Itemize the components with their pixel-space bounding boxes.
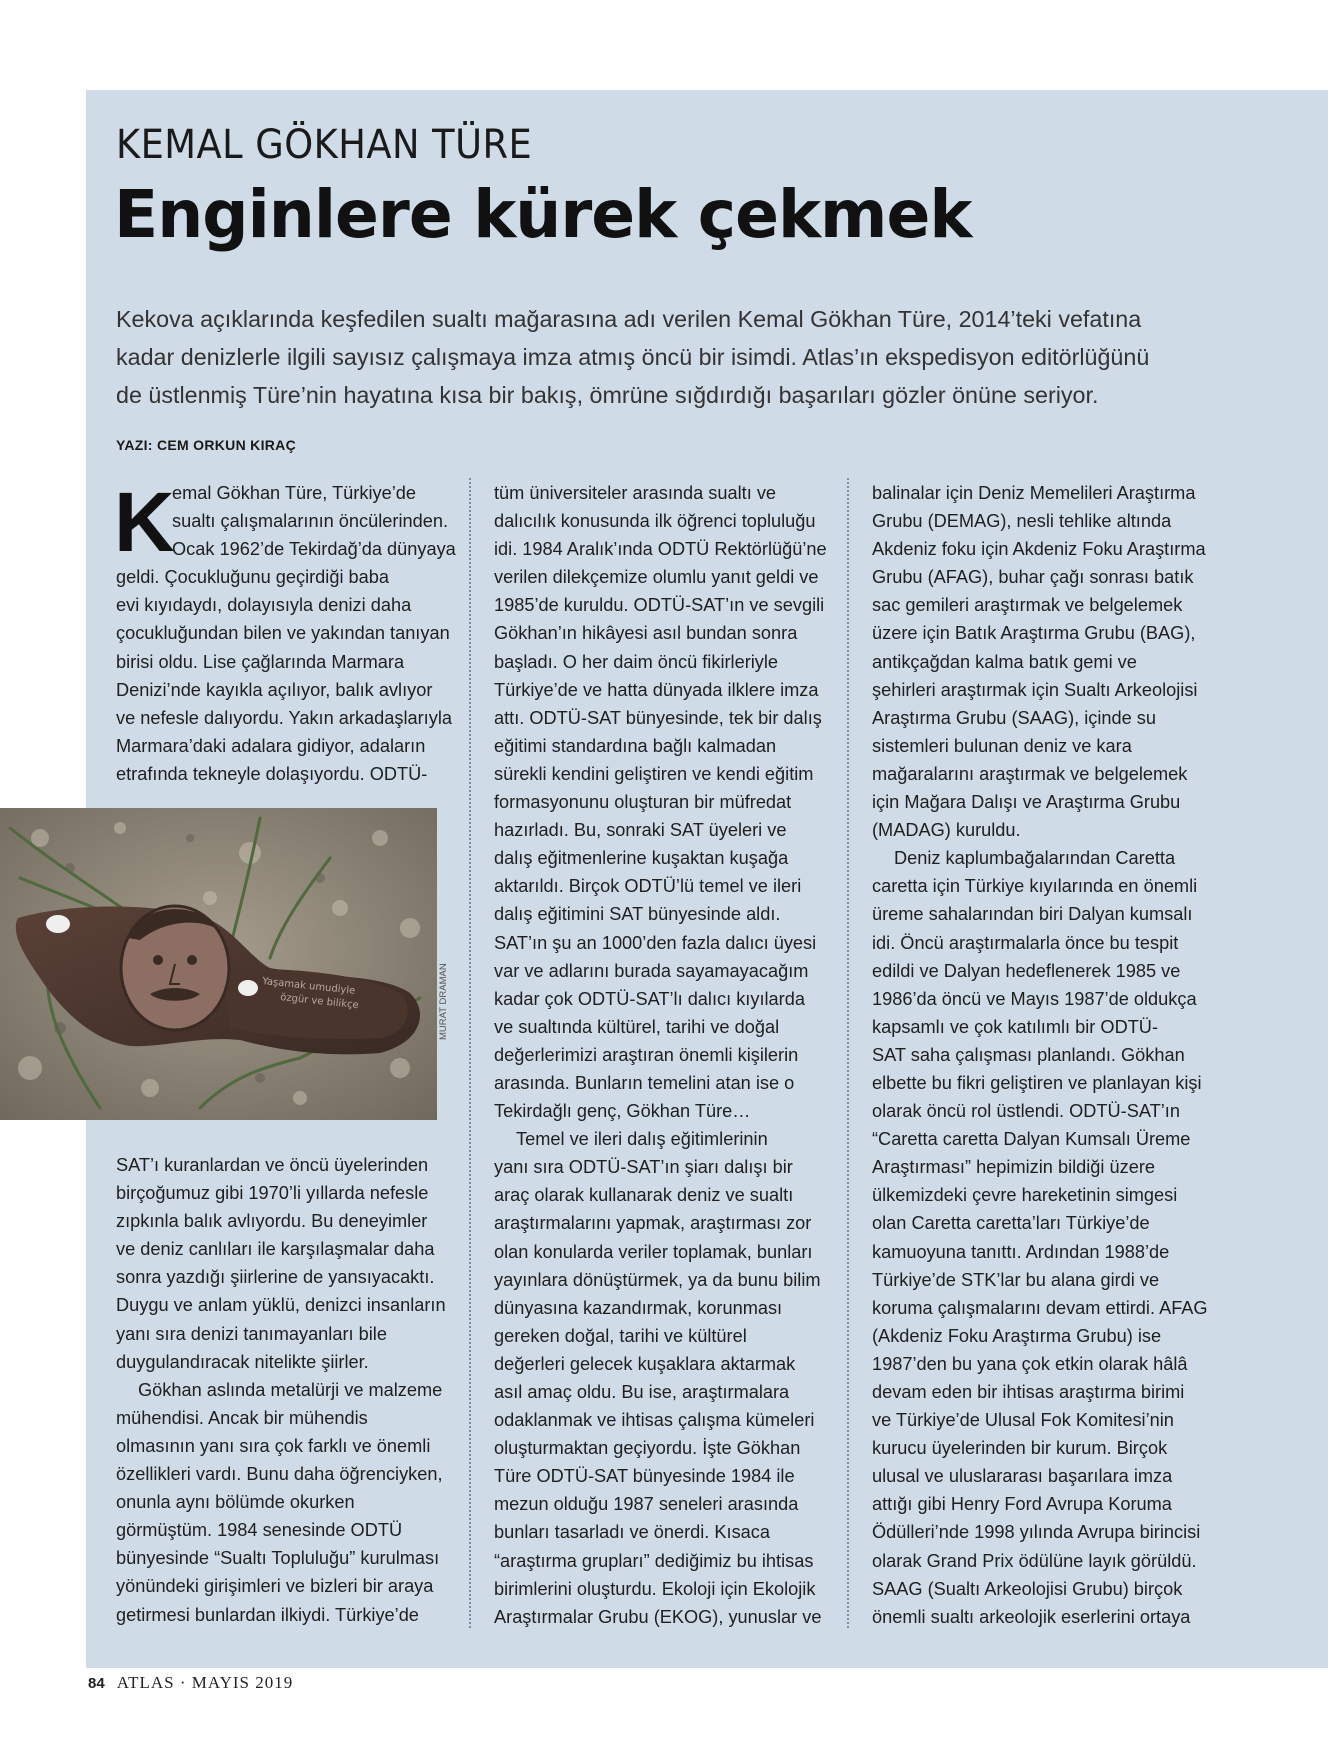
text-line: sualtı çalışmalarının öncülerinden. [172,511,448,532]
text-line: ve sualtında kültürel, tarihi ve doğal [494,1016,780,1037]
text-line: Ödülleri’nde 1998 yılında Avrupa birincisi [872,1522,1201,1543]
text-line: Gökhan aslında metalürji ve malzeme [138,1379,443,1400]
text-line: araştırmalarını yapmak, araştırması zor [494,1213,812,1234]
text-line: kapsamlı ve çok katılımlı bir ODTÜ- [872,1016,1159,1037]
text-line: dalış eğitimini SAT bünyesinde aldı. [494,904,781,925]
text-line: mağaralarını araştırmak ve belgelemek [872,763,1188,784]
text-line: kamuoyuna tanıttı. Ardından 1988’de [872,1241,1170,1262]
text-line: edildi ve Dalyan hedeflenerek 1985 ve [872,960,1181,981]
text-line: Gökhan’ın hikâyesi asıl bundan sonra [494,623,798,644]
text-line: ülkemizdeki çevre hareketinin simgesi [872,1185,1178,1206]
text-line: sürekli kendini geliştiren ve kendi eğitim [494,763,814,784]
plaque-inscription: özgür ve bilikçe [279,992,360,1012]
text-line: kurucu üyelerinden bir kurum. Birçok [872,1438,1168,1459]
text-line: çocukluğundan bilen ve yakından tanıyan [116,623,450,644]
article-author: KEMAL GÖKHAN TÜRE [116,122,533,168]
text-line: elbette bu fikri geliştiren ve planlayan kişi [872,1072,1202,1093]
article-lead [116,300,1216,414]
column-divider [469,478,471,1628]
lead-line: kadar denizlerle ilgili sayısız çalışmaya imza atmış öncü bir isimdi. Atlas’ın ekspedisyon editörlüğünü [116,344,1150,370]
text-line: Araştırmalar Grubu (EKOG), yunuslar ve [494,1606,822,1627]
photo-credit: MURAT DRAMAN [438,963,449,1040]
text-line: ve deniz canlıları ile karşılaşmalar daha [116,1239,435,1260]
magazine-issue: ATLAS · MAYIS 2019 [116,1673,294,1692]
text-line: caretta için Türkiye kıyılarında en önemli [872,876,1198,897]
photo-image [0,808,437,1120]
text-line: Temel ve ileri dalış eğitimlerinin [516,1129,768,1150]
drop-cap: K [114,475,175,569]
text-line: var ve adlarını burada sayamayacağım [494,960,809,981]
text-line: olmasının yanı sıra çok farklı ve önemli [116,1435,431,1456]
text-line: duygulandıracak nitelikte şiirler. [116,1351,369,1372]
text-line: verilen dilekçemize olumlu yanıt geldi ve [494,567,819,588]
text-line: idi. 1984 Aralık’ında ODTÜ Rektörlüğü’ne [494,539,827,560]
text-line: Araştırması” hepimizin bildiği üzere [872,1157,1156,1178]
text-line: Duygu ve anlam yüklü, denizci insanların [116,1295,446,1316]
text-line: balinalar için Deniz Memelileri Araştırma [872,483,1196,503]
text-line: sonra yazdığı şiirlerine de yansıyacaktı. [116,1267,435,1288]
text-line: sac gemileri araştırmak ve belgelemek [872,595,1183,616]
text-line: 1987’den bu yana çok etkin olarak hâlâ [872,1353,1188,1374]
text-line: attı. ODTÜ-SAT bünyesinde, tek bir dalış [494,707,822,728]
column-1-indented [172,479,472,563]
text-line: görmüştüm. 1984 senesinde ODTÜ [116,1520,403,1541]
column-3 [872,479,1242,1631]
text-line: tüm üniversiteler arasında sualtı ve [494,483,777,503]
text-line: üzere için Batık Araştırma Grubu (BAG), [872,623,1196,644]
text-line: dünyasına kazandırmak, korunması [494,1297,783,1318]
text-line: 1986’da öncü ve Mayıs 1987’de oldukça [872,988,1197,1009]
text-line: emal Gökhan Türe, Türkiye’de [172,483,416,503]
text-line: Türkiye’de ve hatta dünyada ilklere imza [494,679,819,700]
text-line: idi. Öncü araştırmalarla önce bu tespit [872,932,1179,953]
text-line: bünyesinde “Sualtı Topluluğu” kurulması [116,1548,440,1569]
text-line: hazırladı. Bu, sonraki SAT üyeleri ve [494,820,787,841]
text-line: SAT’ı kuranlardan ve öncü üyelerinden [116,1155,429,1175]
text-line: önemli sualtı arkeolojik eserlerini ortaya [872,1606,1191,1627]
text-line: üreme sahalarından biri Dalyan kumsalı [872,904,1193,925]
text-line: attığı gibi Henry Ford Avrupa Koruma [872,1494,1172,1515]
column-2 [494,479,854,1631]
plaque-inscription: Yaşamak umudiyle [261,976,356,997]
byline: YAZI: CEM ORKUN KIRAÇ [116,437,297,453]
text-line: değerleri gelecek kuşaklara aktarmak [494,1353,796,1374]
text-line: yanı sıra ODTÜ-SAT’ın şiarı dalışı bir [494,1157,793,1178]
text-line: olarak Grand Prix ödülüne layık görüldü. [872,1550,1197,1571]
text-line: asıl amaç oldu. Bu ise, araştırmalara [494,1382,790,1402]
text-line: birçoğumuz gibi 1970’li yıllarda nefesle [116,1183,429,1204]
text-line: yanı sıra denizi tanımayanları bile [116,1323,387,1344]
text-line: Grubu (DEMAG), nesli tehlike altında [872,511,1172,532]
column-1-bottom [116,1151,476,1629]
text-line: arasında. Bunların temelini atan ise o [494,1072,795,1093]
text-line: ulusal ve uluslararası başarılara imza [872,1466,1173,1487]
column-divider [847,478,849,1628]
text-line: odaklanmak ve ihtisas çalışma kümeleri [494,1410,815,1431]
text-line: mezun olduğu 1987 seneleri arasında [494,1494,799,1515]
text-line: değerlerimizi araştıran önemli kişilerin [494,1044,799,1065]
text-line: ve Türkiye’de Ulusal Fok Komitesi’nin [872,1410,1174,1431]
text-line: geldi. Çocukluğunu geçirdiği baba [116,567,389,588]
text-line: (Akdeniz Foku Araştırma Grubu) ise [872,1325,1162,1346]
memorial-plaque-photo [0,808,437,1120]
text-line: (MADAG) kuruldu. [872,820,1021,841]
text-line: “araştırma grupları” dediğimiz bu ihtisas [494,1550,814,1571]
text-line: Tekirdağlı genç, Gökhan Türe… [494,1101,751,1122]
text-line: Akdeniz foku için Akdeniz Foku Araştırma [872,539,1206,560]
text-line: etrafında tekneyle dolaşıyordu. ODTÜ- [116,763,428,784]
text-line: mühendisi. Ancak bir mühendis [116,1407,368,1428]
text-line: Türe ODTÜ-SAT bünyesinde 1984 ile [494,1466,795,1487]
text-line: özellikleri vardı. Bunu daha öğrenciyken, [116,1464,443,1485]
text-line: getirmesi bunlardan ilkiydi. Türkiye’de [116,1604,419,1625]
text-line: gereken doğal, tarihi ve kültürel [494,1325,747,1346]
text-line: olarak öncü rol üstlendi. ODTÜ-SAT’ın [872,1101,1180,1122]
text-line: Araştırma Grubu (SAAG), içinde su [872,707,1157,728]
text-line: 1985’de kuruldu. ODTÜ-SAT’ın ve sevgili [494,595,825,616]
text-line: “Caretta caretta Dalyan Kumsalı Üreme [872,1129,1191,1150]
text-line: SAAG (Sualtı Arkeolojisi Grubu) birçok [872,1578,1183,1599]
text-line: zıpkınla balık avlıyordu. Bu deneyimler [116,1211,428,1232]
text-line: antikçağdan kalma batık gemi ve [872,651,1137,672]
text-line: Deniz kaplumbağalarından Caretta [894,848,1176,869]
text-line: Türkiye’de STK’lar bu alana girdi ve [872,1269,1160,1290]
page-number: 84 [88,1675,105,1692]
text-line: olan konularda veriler toplamak, bunları [494,1241,813,1262]
text-line: formasyonunu oluşturan bir müfredat [494,792,792,813]
text-line: araç olarak kullanarak deniz ve sualtı [494,1185,794,1206]
text-line: kadar çok ODTÜ-SAT’lı dalıcı kıyılarda [494,988,805,1009]
text-line: oluşturmaktan geçiyordu. İşte Gökhan [494,1438,801,1459]
text-line: devam eden bir ihtisas araştırma birimi [872,1382,1185,1402]
text-line: ve nefesle dalıyordu. Yakın arkadaşlarıyla [116,707,452,728]
text-line: evi kıyıdaydı, dolayısıyla denizi daha [116,595,412,616]
text-line: dalıcılık konusunda ilk öğrenci topluluğu [494,511,816,532]
text-line: yayınlara dönüştürmek, ya da bunu bilim [494,1269,821,1290]
text-line: sistemleri bulunan deniz ve kara [872,735,1132,756]
lead-line: de üstlenmiş Türe’nin hayatına kısa bir bakış, ömrüne sığdırdığı başarıları gözler önüne seriyor. [116,382,1099,408]
column-1-top [116,563,476,788]
text-line: aktarıldı. Birçok ODTÜ’lü temel ve ileri [494,876,802,897]
text-line: bunları tasarladı ve önerdi. Kısaca [494,1522,771,1543]
text-line: şehirleri araştırmak için Sualtı Arkeolojisi [872,679,1198,700]
text-line: başladı. O her daim öncü fikirleriyle [494,651,779,672]
text-line: birimlerini oluşturdu. Ekoloji için Ekolojik [494,1578,816,1599]
text-line: için Mağara Dalışı ve Araştırma Grubu [872,792,1181,813]
article-title: Enginlere kürek çekmek [114,176,972,253]
lead-line: Kekova açıklarında keşfedilen sualtı mağarasına adı verilen Kemal Gökhan Türe, 2014’teki vefatına [116,306,1142,332]
text-line: dalış eğitmenlerine kuşaktan kuşağa [494,848,789,869]
page-footer [88,1673,293,1693]
text-line: koruma çalışmalarını devam ettirdi. AFAG [872,1297,1208,1318]
text-line: Marmara’daki adalara gidiyor, adaların [116,735,426,756]
text-line: Denizi’nde kayıkla açılıyor, balık avlıyor [116,679,433,700]
text-line: eğitimi standardına bağlı kalmadan [494,735,777,756]
text-line: olan Caretta caretta’ları Türkiye’de [872,1213,1150,1234]
text-line: SAT’ın şu an 1000’den fazla dalıcı üyesi [494,932,817,953]
text-line: onunla aynı bölümde okurken [116,1492,355,1513]
text-line: Grubu (AFAG), buhar çağı sonrası batık [872,567,1194,588]
text-line: SAT saha çalışması planlandı. Gökhan [872,1044,1185,1065]
text-line: yönündeki girişimleri ve bizleri bir araya [116,1576,434,1597]
text-line: birisi oldu. Lise çağlarında Marmara [116,651,405,672]
text-line: Ocak 1962’de Tekirdağ’da dünyaya [172,539,456,560]
